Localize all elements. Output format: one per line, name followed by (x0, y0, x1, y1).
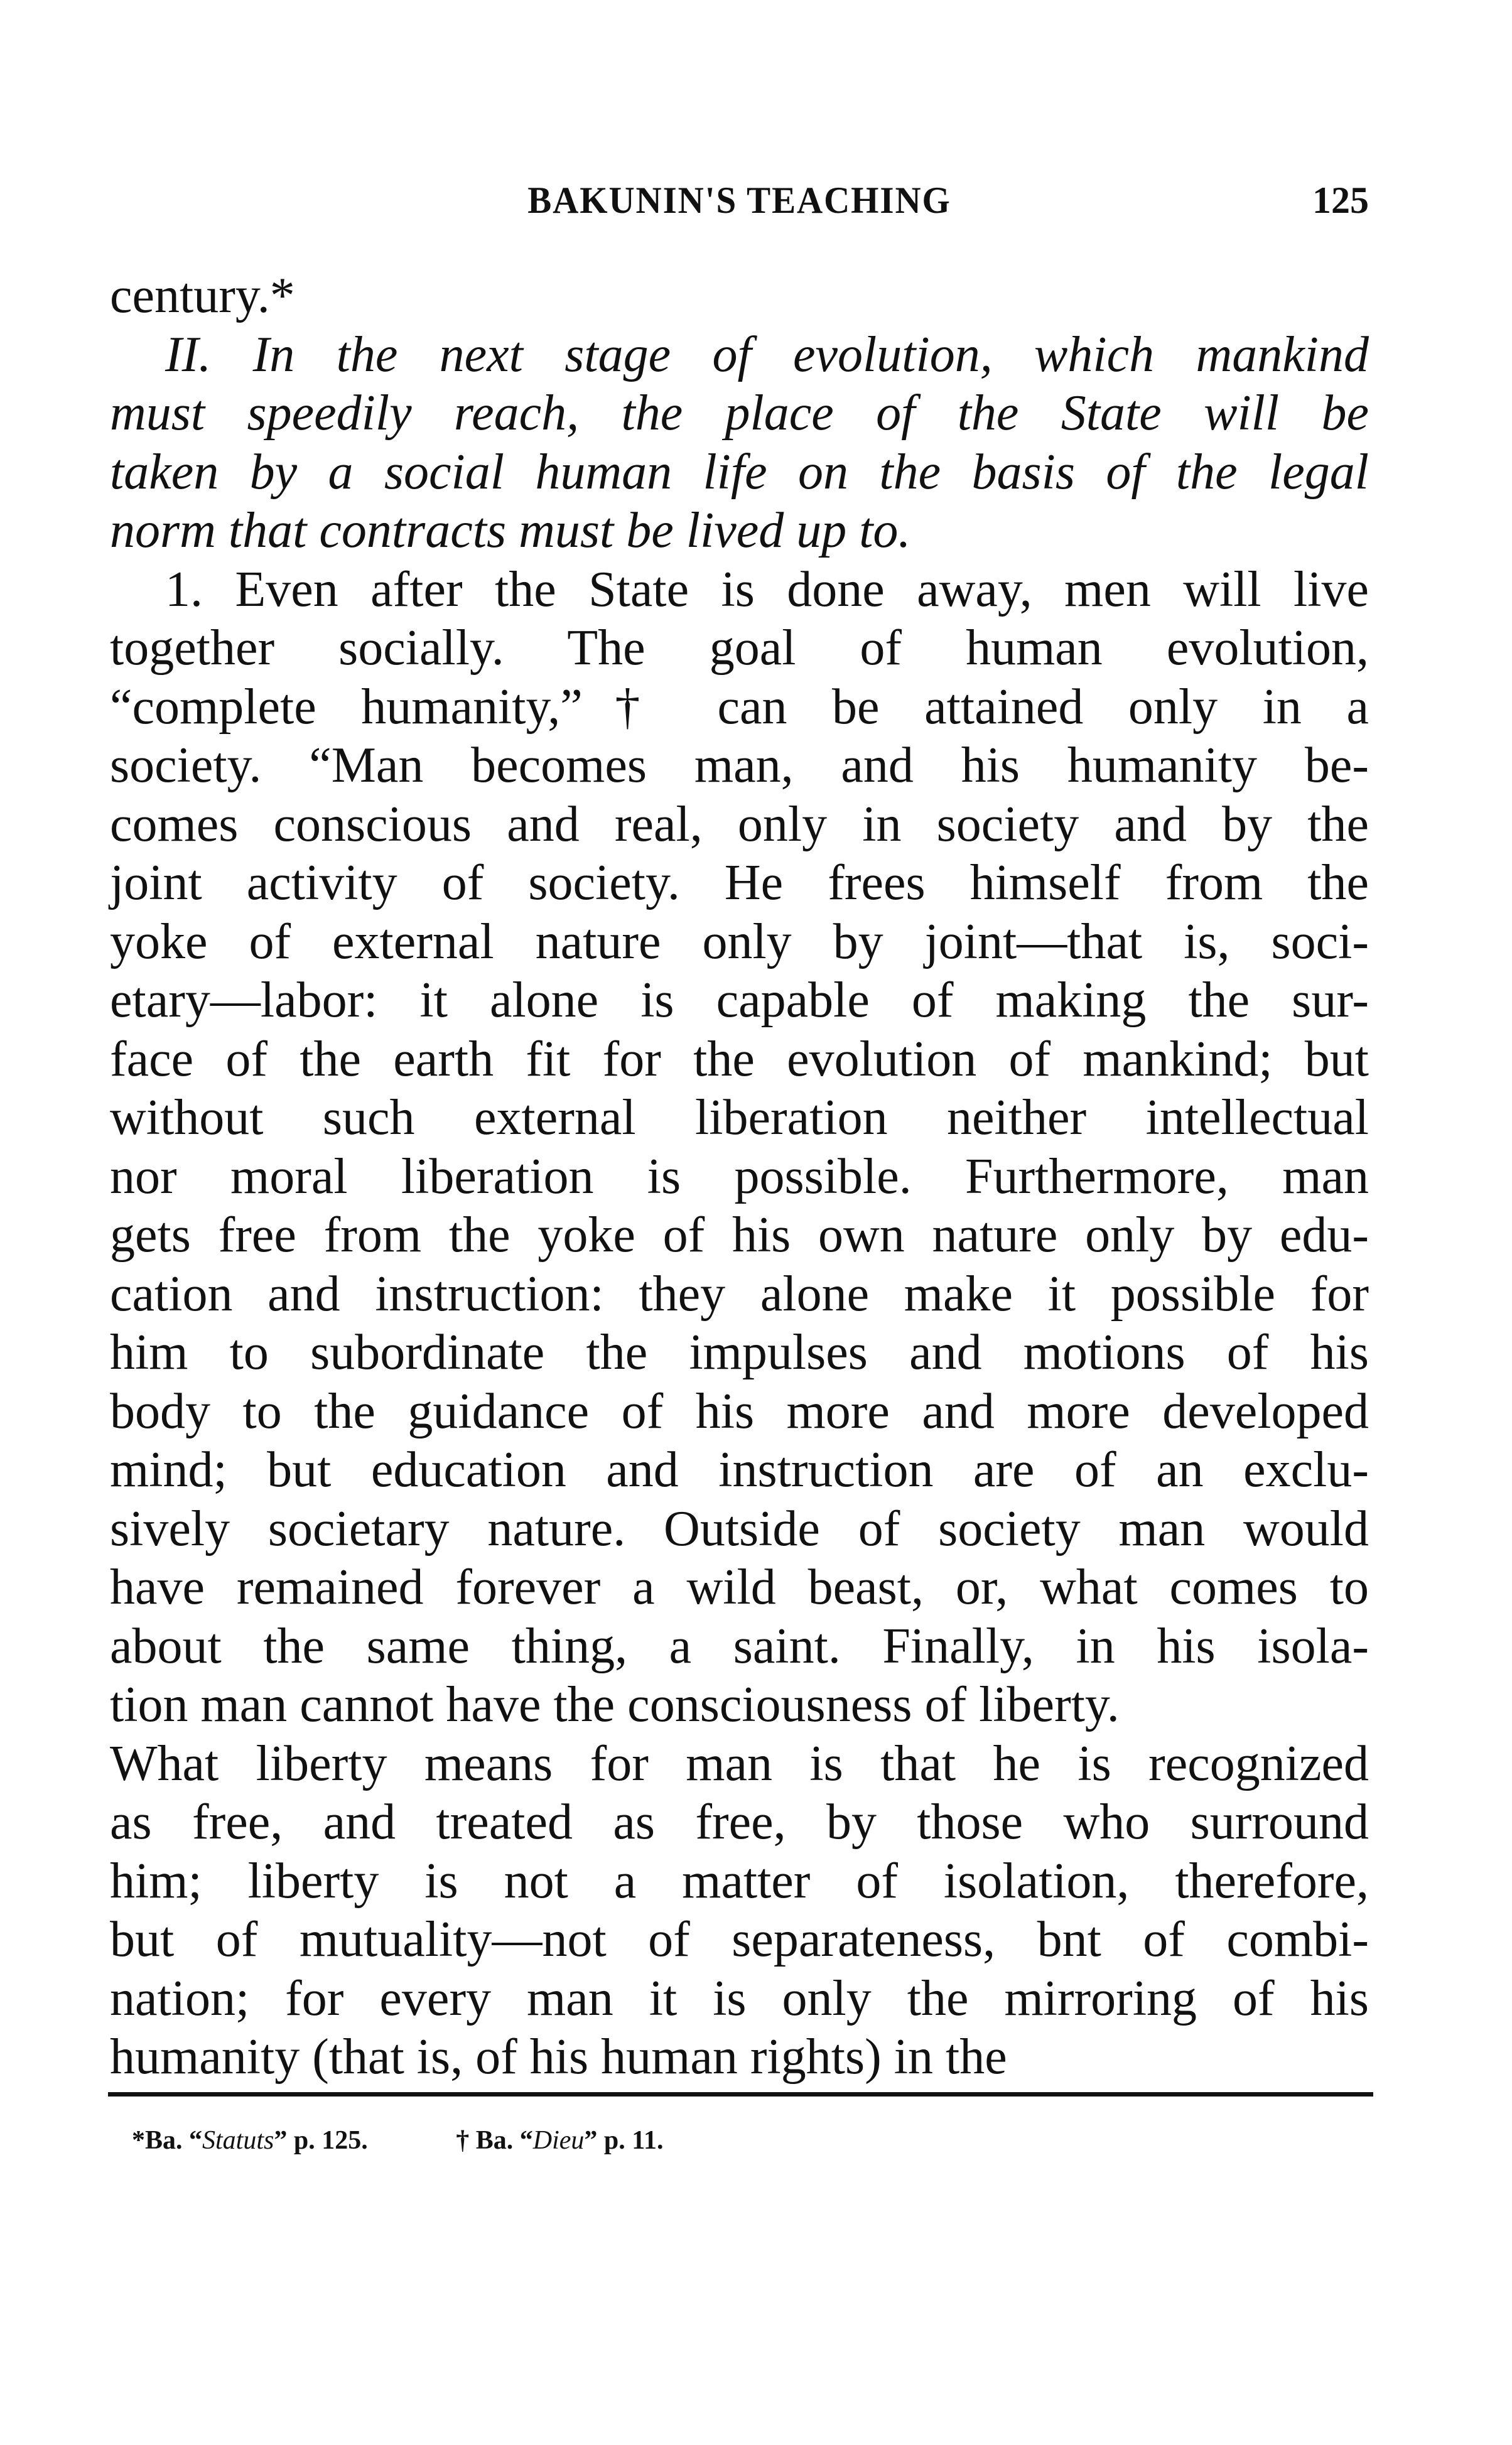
text-line: but of mutuality—not of separateness, bnt of combi- (110, 1912, 1369, 1967)
text-line: him; liberty is not a matter of isolation, therefore, (110, 1853, 1369, 1909)
text-line: society. “Man becomes man, and his humanity be- (110, 738, 1369, 793)
text-line: norm that contracts must be lived up to. (110, 503, 911, 558)
footnote-1: *Ba. “Statuts” p. 125. (132, 2126, 368, 2155)
footnote-rule (108, 2092, 1373, 2097)
text-line: body to the guidance of his more and more developed (110, 1383, 1369, 1439)
footnote-title: Dieu (532, 2126, 585, 2155)
footnote-source: Ba. (145, 2126, 183, 2155)
text-line: sively societary nature. Outside of society man would (110, 1501, 1369, 1557)
text-line: “complete humanity,”† can be attained only in a (110, 679, 1369, 735)
footnote-source: Ba. (475, 2126, 514, 2155)
text-line: cation and instruction: they alone make it possible for (110, 1266, 1369, 1322)
text-line: as free, and treated as free, by those who surround (110, 1795, 1369, 1850)
text-line: without such external liberation neither intellectual (110, 1090, 1369, 1145)
text-line: nor moral liberation is possible. Furthermore, man (110, 1148, 1369, 1204)
text-line: What liberty means for man is that he is recognized (110, 1735, 1369, 1791)
text-line: face of the earth fit for the evolution of mankind; but (110, 1031, 1369, 1087)
text-line: joint activity of society. He frees himself from the (110, 855, 1369, 910)
running-header (110, 179, 1369, 229)
text-line: comes conscious and real, only in society and by the (110, 796, 1369, 852)
footnote-page: p. 11. (603, 2126, 664, 2155)
text-line: century.* (110, 268, 295, 323)
page-number: 125 (1312, 180, 1369, 221)
text-line: 1. Even after the State is done away, men will live (165, 561, 1369, 617)
text-line: must speedily reach, the place of the State will be (110, 386, 1369, 441)
footnote-title: Statuts (202, 2126, 274, 2155)
text-line: taken by a social human life on the basis of the legal (110, 444, 1369, 500)
text-line: yoke of external nature only by joint—that is, soci- (110, 914, 1369, 969)
text-line: tion man cannot have the consciousness of liberty. (110, 1677, 1120, 1732)
text-line: nation; for every man it is only the mirroring of his (110, 1970, 1369, 2026)
text-line: about the same thing, a saint. Finally, in his isola- (110, 1618, 1369, 1674)
text-line: have remained forever a wild beast, or, what comes to (110, 1560, 1369, 1615)
text-line: humanity (that is, of his human rights) in the (110, 2029, 1007, 2085)
footnote-page: p. 125. (293, 2126, 368, 2155)
text-line: gets free from the yoke of his own nature only by edu- (110, 1207, 1369, 1263)
text-line: mind; but education and instruction are of an exclu- (110, 1442, 1369, 1498)
text-line: II. In the next stage of evolution, which mankind (165, 327, 1369, 382)
running-title: BAKUNIN'S TEACHING (527, 180, 951, 221)
footnote-2: † Ba. “Dieu” p. 11. (456, 2126, 664, 2155)
text-line: him to subordinate the impulses and motions of his (110, 1325, 1369, 1380)
body-text (110, 267, 1369, 2087)
text-line: together socially. The goal of human evolution, (110, 620, 1369, 676)
text-line: etary—labor: it alone is capable of making the sur- (110, 973, 1369, 1028)
footnote-mark: * (132, 2126, 145, 2155)
footnote-mark: † (456, 2126, 470, 2155)
footnotes (132, 2125, 745, 2156)
